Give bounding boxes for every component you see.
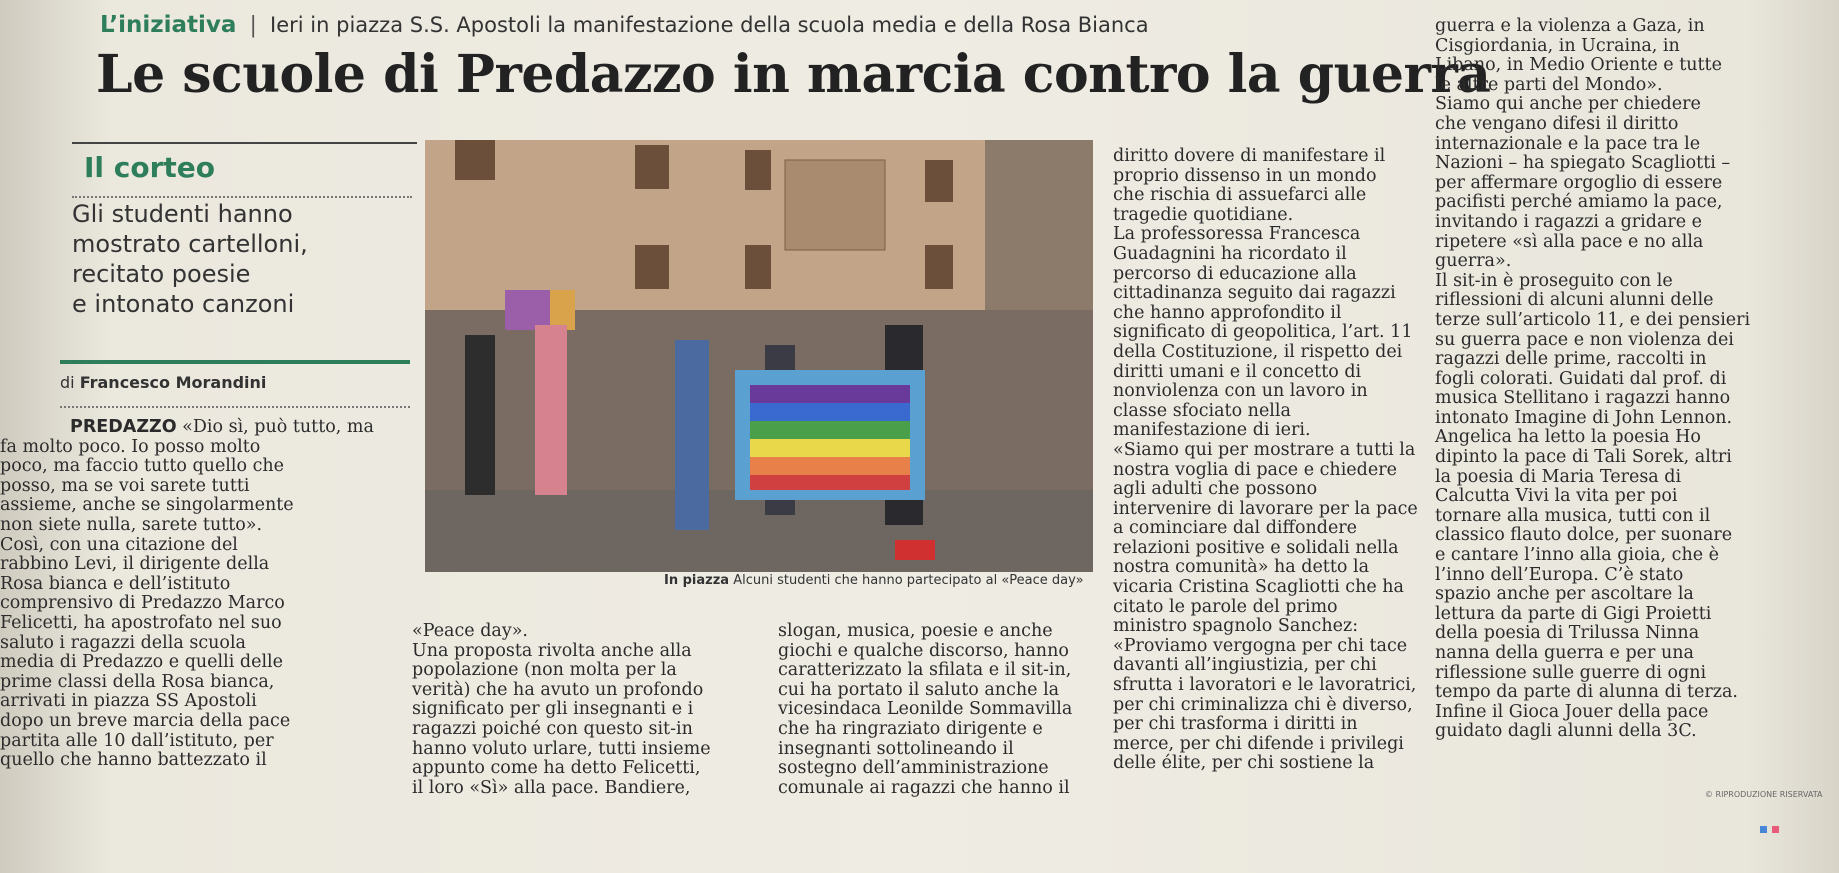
byline (60, 373, 266, 392)
kicker-separator: | (249, 13, 257, 38)
caption-text: Alcuni studenti che hanno partecipato al «Peace day» (733, 573, 1084, 588)
kicker (100, 12, 1149, 38)
byline-author: Francesco Morandini (79, 373, 267, 392)
dateline: PREDAZZO (70, 417, 177, 437)
color-marks (1760, 818, 1779, 837)
sidebar-divider (72, 196, 412, 198)
article-column-1 (0, 418, 410, 771)
photo-illustration (425, 140, 1093, 572)
byline-rule (60, 360, 410, 364)
color-mark-pink (1772, 826, 1779, 833)
sidebar-line: e intonato canzoni (72, 290, 295, 318)
sidebar-line: mostrato cartelloni, (72, 230, 308, 258)
sidebar-line: Gli studenti hanno (72, 200, 293, 228)
article-column-3: slogan, musica, poesie e anche giochi e qualche discorso, hanno caratterizzato la sfilata e il sit-in, cui ha portato il saluto anche la vicesindaca Leonilde Sommavilla che ha ringraziato dirigente e insegnanti sottolineando il sostegno dell’amministrazione comunale ai ragazzi che hanno il (778, 621, 1073, 798)
byline-prefix: di (60, 373, 75, 392)
sidebar-title: Il corteo (84, 151, 216, 184)
sidebar-top-rule (72, 142, 417, 144)
article-column-5: guerra e la violenza a Gaza, in Cisgiordania, in Ucraina, in Libano, in Medio Oriente e tutte le altre parti del Mondo». Siamo qui anche per chiedere che vengano difesi il diritto internazionale e la pace tra le Nazioni – ha spiegato Scagliotti – per affermare orgoglio di essere pacifisti perché amiamo la pace, invitando i ragazzi a gridare e ripetere «sì alla pace e no alla guerra». Il sit-in è proseguito con le riflessioni di alcuni alunni delle terze sull’articolo 11, e dei pensieri su guerra pace e non violenza dei ragazzi delle prime, raccolti in fogli colorati. Guidati dal prof. di musica Stellitano i ragazzi hanno intonato Imagine di John Lennon. Angelica ha letto la poesia Ho dipinto la pace di Tali Sorek, altri la poesia di Maria Teresa di Calcutta Vivi la vita per poi tornare alla musica, tutti con il classico flauto dolce, per suonare e cantare l’inno alla gioia, che è l’inno dell’Europa. C’è stato spazio anche per ascoltare la lettura da parte di Gigi Proietti della poesia di Trilussa Ninna nanna della guerra e per una riflessione sulle guerre di ogni tempo da parte di alunna di terza. Infine il Gioca Jouer della pace guidato dagli alunni della 3C. (1435, 16, 1751, 742)
article-column-4: diritto dovere di manifestare il proprio dissenso in un mondo che rischia di assuefarci alle tragedie quotidiane. La professoressa Francesca Guadagnini ha ricordato il percorso di educazione alla cittadinanza seguito dai ragazzi che hanno approfondito il significato di geopolitica, l’art. 11 della Costituzione, il rispetto dei diritti umani e il concetto di nonviolenza con un lavoro in classe sfociato nella manifestazione di ieri. «Siamo qui per mostrare a tutti la nostra voglia di pace e chiedere agli adulti che possono intervenire di lavorare per la pace a cominciare dal diffondere relazioni positive e solidali nella nostra comunità» ha detto la vicaria Cristina Scagliotti che ha citato le parole del primo ministro spagnolo Sanchez: «Proviamo vergogna per chi tace davanti all’ingiustizia, per chi sfrutta i lavoratori e le lavoratrici, per chi criminalizza chi è diverso, per chi trasforma i diritti in merce, per chi difende i privilegi delle élite, per chi sostiene la (1113, 146, 1418, 774)
article-column-2: «Peace day». Una proposta rivolta anche alla popolazione (non molta per la verità) che ha avuto un profondo significato per gli insegnanti e i ragazzi poiché con questo sit-in hanno voluto urlare, tutti insieme appunto come ha detto Felicetti, il loro «Sì» alla pace. Bandiere, (412, 621, 711, 798)
kicker-label: L’iniziativa (100, 12, 237, 38)
byline-divider (60, 406, 410, 408)
kicker-text: Ieri in piazza S.S. Apostoli la manifestazione della scuola media e della Rosa Bianca (270, 13, 1149, 37)
color-mark-blue (1760, 826, 1767, 833)
sidebar-text (72, 199, 412, 319)
news-photo (425, 140, 1093, 572)
headline: Le scuole di Predazzo in marcia contro la guerra (96, 44, 1491, 105)
column-1-text: «Dio sì, può tutto, ma fa molto poco. Io posso molto poco, ma faccio tutto quello che posso, ma se voi sarete tutti assieme, anche se singolarmente non siete nulla, sarete tutto». Così, con una citazione del rabbino Levi, il dirigente della Rosa bianca e dell’istituto comprensivo di Predazzo Marco Felicetti, ha apostrofato nel suo saluto i ragazzi della scuola media di Predazzo e quelli delle prime classi della Rosa bianca, arrivati in piazza SS Apostoli dopo un breve marcia della pace partita alle 10 dall’istituto, per quello che hanno battezzato il (0, 417, 374, 771)
sidebar-line: recitato poesie (72, 260, 251, 288)
photo-caption (664, 573, 1084, 588)
caption-label: In piazza (664, 573, 730, 588)
copyright-notice: © RIPRODUZIONE RISERVATA (1705, 790, 1823, 799)
